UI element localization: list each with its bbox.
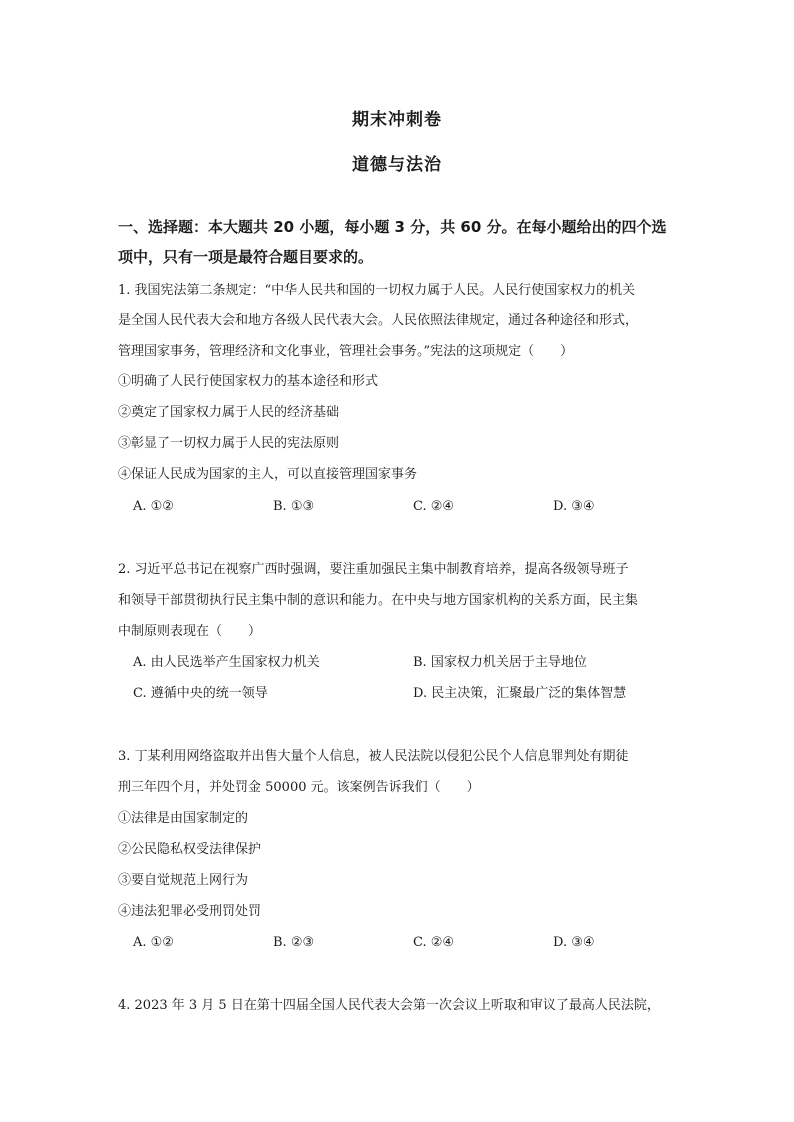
question-3-stem-line-2: 刑三年四个月，并处罚金 50000 元。该案例告诉我们（ ） xyxy=(118,780,480,795)
exam-title: 期末冲刺卷 xyxy=(352,110,442,130)
question-2-option-a[interactable]: A. 由人民选举产生国家权力机关 xyxy=(133,655,320,670)
question-2-option-b[interactable]: B. 国家权力机关居于主导地位 xyxy=(413,655,587,670)
question-2-option-d[interactable]: D. 民主决策，汇聚最广泛的集体智慧 xyxy=(413,686,627,701)
question-3-option-a[interactable]: A. ①② xyxy=(133,935,174,950)
question-1-stem-line-3: 管理国家事务，管理经济和文化事业，管理社会事务。”宪法的这项规定（ ） xyxy=(118,344,574,359)
question-3-statement-3: ③要自觉规范上网行为 xyxy=(118,873,249,888)
question-3-statement-2: ②公民隐私权受法律保护 xyxy=(118,842,262,857)
question-1-stem-line-2: 是全国人民代表大会和地方各级人民代表大会。人民依照法律规定，通过各种途径和形式， xyxy=(118,313,639,328)
question-2-stem-line-1: 2. 习近平总书记在视察广西时强调，要注重加强民主集中制教育培养，提高各级领导班子 xyxy=(118,562,629,577)
question-1-option-a[interactable]: A. ①② xyxy=(133,499,174,514)
question-1-option-c[interactable]: C. ②④ xyxy=(413,499,455,514)
section-heading-line-1: 一、选择题：本大题共 20 小题，每小题 3 分，共 60 分。在每小题给出的四个选 xyxy=(118,218,667,236)
question-3-stem-line-1: 3. 丁某利用网络盗取并出售大量个人信息，被人民法院以侵犯公民个人信息罪判处有期徒 xyxy=(118,749,629,764)
section-heading-line-2: 项中，只有一项是最符合题目要求的。 xyxy=(118,248,374,266)
question-3-statement-1: ①法律是由国家制定的 xyxy=(118,811,249,826)
question-1-option-d[interactable]: D. ③④ xyxy=(553,499,595,514)
question-3-option-c[interactable]: C. ②④ xyxy=(413,935,455,950)
question-2-stem-line-2: 和领导干部贯彻执行民主集中制的意识和能力。在中央与地方国家机构的关系方面，民主集 xyxy=(118,593,639,608)
question-3-option-b[interactable]: B. ②③ xyxy=(273,935,315,950)
question-2-stem-line-3: 中制原则表现在（ ） xyxy=(118,624,262,639)
question-3-option-d[interactable]: D. ③④ xyxy=(553,935,595,950)
subject-title: 道德与法治 xyxy=(352,155,442,175)
question-1-stem-line-1: 1. 我国宪法第二条规定：“中华人民共和国的一切权力属于人民。人民行使国家权力的机关 xyxy=(118,283,636,298)
question-1-statement-2: ②奠定了国家权力属于人民的经济基础 xyxy=(118,405,340,420)
question-4-stem-line-1: 4. 2023 年 3 月 5 日在第十四届全国人民代表大会第一次会议上听取和审议了最高人民法院， xyxy=(118,998,660,1013)
question-3-statement-4: ④违法犯罪必受刑罚处罚 xyxy=(118,904,262,919)
question-1-statement-3: ③彰显了一切权力属于人民的宪法原则 xyxy=(118,436,340,451)
question-1-statement-4: ④保证人民成为国家的主人，可以直接管理国家事务 xyxy=(118,467,418,482)
section-heading xyxy=(118,212,688,272)
question-2-option-c[interactable]: C. 遵循中央的统一领导 xyxy=(133,686,268,701)
question-1-statement-1: ①明确了人民行使国家权力的基本途径和形式 xyxy=(118,374,379,389)
question-1-option-b[interactable]: B. ①③ xyxy=(273,499,315,514)
